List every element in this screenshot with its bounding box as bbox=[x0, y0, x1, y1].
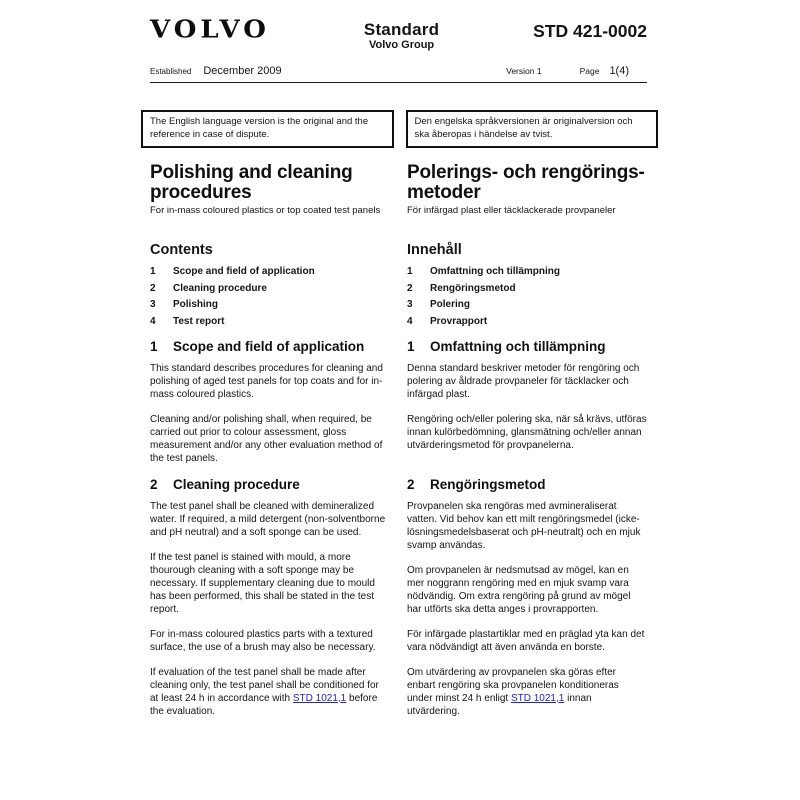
paragraph: Cleaning and/or polishing shall, when required, be carried out prior to colour assessment, gloss measurement and/or any other evaluation method of the test panels. bbox=[150, 413, 383, 464]
toc-item: 4 Provrapport bbox=[407, 315, 488, 327]
notice-row bbox=[141, 110, 658, 148]
toc-item: 4 Test report bbox=[150, 315, 225, 327]
page-label: Page bbox=[579, 66, 600, 76]
paragraph: If evaluation of the test panel shall be made after cleaning only, the test panel shall be conditioned for at least 24 h in accordance with STD 1021,1 before the evaluation. bbox=[150, 666, 379, 717]
contents-block-swedish bbox=[407, 242, 647, 327]
section-2-heading-swedish: 2 Rengöringsmetod bbox=[407, 476, 546, 492]
established-date: December 2009 bbox=[203, 65, 282, 77]
toc-item: 2 Rengöringsmetod bbox=[407, 282, 516, 294]
document-columns bbox=[150, 163, 647, 718]
contents-heading-swedish: Innehåll bbox=[407, 242, 462, 258]
section-1-heading-swedish: 1 Omfattning och tillämpning bbox=[407, 338, 606, 354]
section-2-english bbox=[150, 477, 389, 718]
section-1-heading-english: 1 Scope and field of application bbox=[150, 338, 365, 354]
masthead bbox=[150, 16, 647, 52]
toc-item: 1 Omfattning och tillämpning bbox=[407, 266, 560, 277]
version-label: Version 1 bbox=[506, 66, 542, 76]
title-block-swedish bbox=[407, 163, 647, 217]
paragraph: Rengöring och/eller polering ska, när så krävs, utföras innan kulörbedömning, glansmätning och/eller annan utvärderingsmetod för provpanelerna. bbox=[407, 413, 647, 451]
meta-row bbox=[150, 65, 647, 83]
paragraph: If the test panel is stained with mould, a more thourough cleaning with a soft sponge may be necessary. If supplementary cleaning due to mould has been performed, this shall be stated in the test report. bbox=[150, 551, 375, 615]
toc-item: 1 Scope and field of application bbox=[150, 266, 315, 277]
paragraph: This standard describes procedures for cleaning and polishing of aged test panels for top coats and for in-mass coloured plastics. bbox=[150, 362, 383, 400]
std-1021-link[interactable]: STD 1021,1 bbox=[510, 692, 565, 704]
page-title-swedish: Polerings- och rengörings- metoder bbox=[407, 162, 645, 203]
paragraph: Om utvärdering av provpanelen ska göras efter enbart rengöring ska provpanelen konditioneras under minst 24 h enligt STD 1021,1 innan utvärdering. bbox=[407, 666, 619, 717]
notice-box-swedish: Den engelska språkversionen är originalversion och ska åberopas i händelse av tvist. bbox=[406, 110, 659, 148]
page-content bbox=[150, 0, 647, 718]
paragraph: The test panel shall be cleaned with demineralized water. If required, a mild detergent (non-solventborne and pH neutral) and a soft sponge can be used. bbox=[150, 500, 386, 538]
contents-heading-english: Contents bbox=[150, 242, 213, 258]
established-label: Established bbox=[150, 67, 192, 76]
paragraph: Provpanelen ska rengöras med avmineraliserat vatten. Vid behov kan ett milt rengöringsmedel (icke-lösningsmedelsbaserat och pH-neutralt) och en mjuk svamp användas. bbox=[407, 500, 641, 551]
toc-item: 2 Cleaning procedure bbox=[150, 282, 267, 294]
notice-box-english: The English language version is the original and the reference in case of dispute. bbox=[141, 110, 394, 148]
doc-type-label: Standard bbox=[363, 20, 440, 39]
page-title-english: Polishing and cleaning procedures bbox=[150, 162, 353, 203]
paragraph: Om provpanelen är nedsmutsad av mögel, kan en mer noggrann rengöring med en mjuk svamp vara nödvändig. Om extra rengöring på grund av mögel har utförts ska detta anges i provrapporten. bbox=[407, 564, 631, 615]
volvo-logo: VOLVO bbox=[150, 16, 270, 44]
toc-item: 3 Polering bbox=[407, 299, 471, 310]
page-number: 1(4) bbox=[609, 65, 629, 77]
doc-number: STD 421-0002 bbox=[533, 21, 647, 41]
paragraph: För infärgade plastartiklar med en präglad yta kan det vara nödvändigt att även använda en borste. bbox=[407, 628, 645, 653]
paragraph: For in-mass coloured plastics parts with a textured surface, the use of a brush may also be necessary. bbox=[150, 628, 376, 653]
section-1-english bbox=[150, 339, 389, 465]
title-block-english bbox=[150, 163, 389, 217]
section-1-swedish bbox=[407, 339, 647, 465]
section-2-heading-english: 2 Cleaning procedure bbox=[150, 476, 300, 492]
std-1021-link[interactable]: STD 1021,1 bbox=[292, 692, 347, 704]
paragraph: Denna standard beskriver metoder för rengöring och polering av åldrade provpaneler för täcklacker och infärgad plast. bbox=[407, 362, 640, 400]
org-label: Volvo Group bbox=[368, 39, 435, 51]
masthead-center bbox=[270, 20, 533, 52]
contents-block-english bbox=[150, 242, 389, 327]
toc-item: 3 Polishing bbox=[150, 299, 218, 310]
subtitle-english: For in-mass coloured plastics or top coated test panels bbox=[150, 205, 381, 216]
section-2-swedish bbox=[407, 477, 647, 718]
subtitle-swedish: För infärgad plast eller täcklackerade provpaneler bbox=[407, 205, 616, 216]
